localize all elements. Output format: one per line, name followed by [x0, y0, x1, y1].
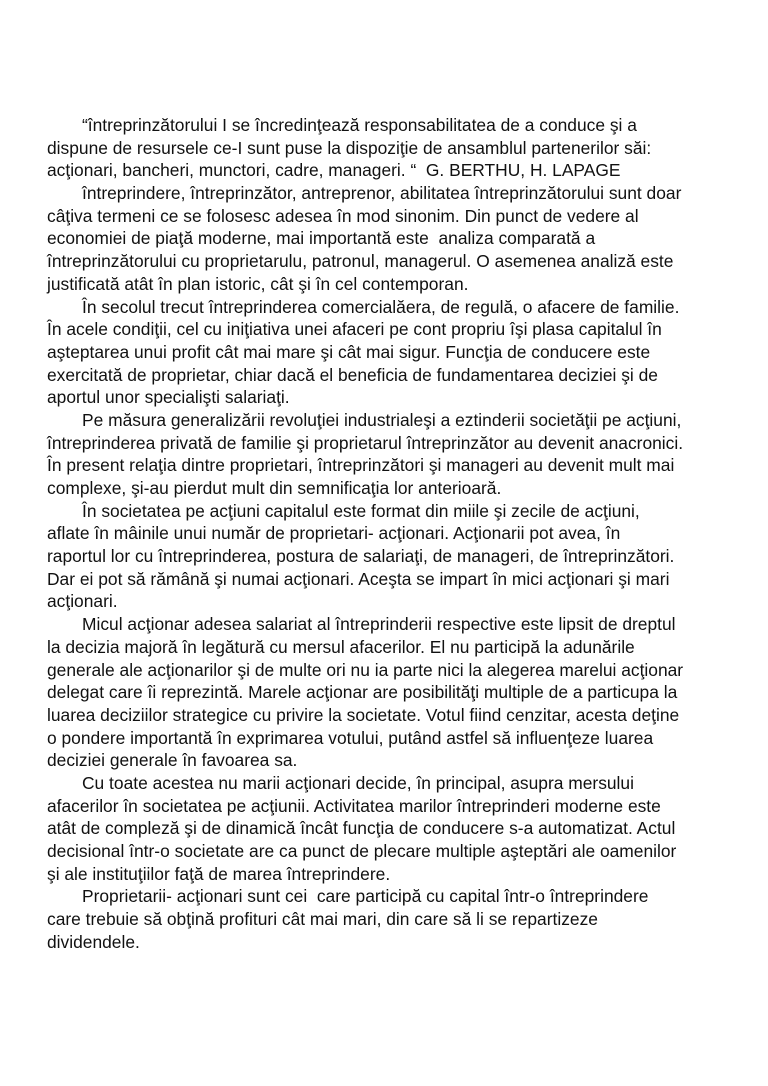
text-line: aflate în mâinile unui număr de proprietari- acţionari. Acţionarii pot avea, în — [47, 523, 621, 544]
text-line: Proprietarii- acţionari sunt cei care participă cu capital într-o întreprindere — [82, 886, 649, 907]
text-line: delegat care îi reprezintă. Marele acţionar are posibilităţi multiple de a particupa la — [47, 682, 678, 703]
document-page — [47, 114, 761, 953]
text-line: economiei de piaţă moderne, mai importantă este analiza comparată a — [47, 228, 596, 249]
text-line: Dar ei pot să rămână şi numai acţionari. Aceşta se impart în mici acţionari şi mari — [47, 568, 670, 589]
paragraph — [47, 182, 761, 295]
text-line: la decizia majoră în legătură cu mersul afacerilor. El nu participă la adunările — [47, 636, 635, 657]
text-line: aportul unor specialişti salariaţi. — [47, 387, 290, 408]
text-line: întreprinderea privată de familie şi proprietarul întreprinzător au devenit anacronici. — [47, 432, 684, 453]
text-line: întreprindere, întreprinzător, antreprenor, abilitatea întreprinzătorului sunt doar — [82, 183, 682, 204]
text-line: care trebuie să obţină profituri cât mai mari, din care să li se repartizeze — [47, 909, 598, 930]
text-line: câţiva termeni ce se folosesc adesea în mod sinonim. Din punct de vedere al — [47, 205, 639, 226]
paragraph — [47, 772, 761, 885]
text-line: acţionari, bancheri, munctori, cadre, manageri. “ G. BERTHU, H. LAPAGE — [47, 160, 621, 181]
text-line: În societatea pe acţiuni capitalul este format din miile şi zecile de acţiuni, — [82, 500, 640, 521]
text-line: justificată atât în plan istoric, cât şi în cel contemporan. — [47, 273, 469, 294]
text-line: În present relaţia dintre proprietari, întreprinzători şi manageri au devenit mult mai — [47, 455, 675, 476]
text-line: complexe, şi-au pierdut mult din semnificaţia lor anterioară. — [47, 478, 502, 498]
text-line: aşteptarea unui profit cât mai mare şi cât mai sigur. Funcţia de conducere este — [47, 341, 651, 362]
text-line: luarea deciziilor strategice cu privire la societate. Votul fiind cenzitar, acesta deţine — [47, 704, 680, 725]
text-line: acţionari. — [47, 591, 118, 612]
paragraph — [47, 500, 761, 613]
text-line: exercitată de proprietar, chiar dacă el beneficia de fundamentarea deciziei şi de — [47, 364, 658, 385]
text-line: decisional într-o societate are ca punct de plecare multiple aşteptări ale oamenilor — [47, 841, 677, 861]
text-line: În secolul trecut întreprinderea comercialăera, de regulă, o afacere de familie. — [82, 296, 680, 317]
text-line: “întreprinzătorului I se încredinţează responsabilitatea de a conduce şi a — [82, 115, 637, 135]
text-line: generale ale acţionarilor şi de multe ori nu ia parte nici la alegerea marelui acţionar — [47, 659, 684, 680]
text-line: afacerilor în societatea pe acţiunii. Activitatea marilor întreprinderi moderne este — [47, 795, 661, 816]
text-line: Cu toate acestea nu marii acţionari decide, în principal, asupra mersului — [82, 772, 634, 793]
paragraph-quote — [47, 114, 761, 182]
paragraph — [47, 613, 761, 772]
text-line: Micul acţionar adesea salariat al întreprinderii respective este lipsit de dreptul — [82, 614, 676, 635]
text-line: raportul lor cu întreprinderea, postura de salariaţi, de manageri, de întreprinzători. — [47, 546, 675, 567]
text-line: Pe măsura generalizării revoluţiei industrialeşi a eztinderii societăţii pe acţiuni, — [82, 409, 682, 430]
paragraph — [47, 885, 761, 953]
text-line: dispune de resursele ce-I sunt puse la dispoziţie de ansamblul partenerilor săi: — [47, 137, 652, 158]
text-line: În acele condiţii, cel cu iniţiativa unei afaceri pe cont propriu îşi plasa capitalul în — [47, 319, 662, 340]
paragraph — [47, 296, 761, 409]
text-line: o pondere importantă în exprimarea votului, putând astfel să influenţeze luarea — [47, 727, 654, 748]
text-line: dividendele. — [47, 931, 140, 952]
text-line: şi ale instituţiilor faţă de marea întreprindere. — [47, 863, 391, 884]
text-line: deciziei generale în favoarea sa. — [47, 750, 298, 771]
paragraph — [47, 409, 761, 500]
text-line: întreprinzătorului cu proprietarulu, patronul, managerul. O asemenea analiză este — [47, 251, 674, 272]
text-line: atât de compleză şi de dinamică încât funcţia de conducere s-a automatizat. Actul — [47, 818, 676, 839]
